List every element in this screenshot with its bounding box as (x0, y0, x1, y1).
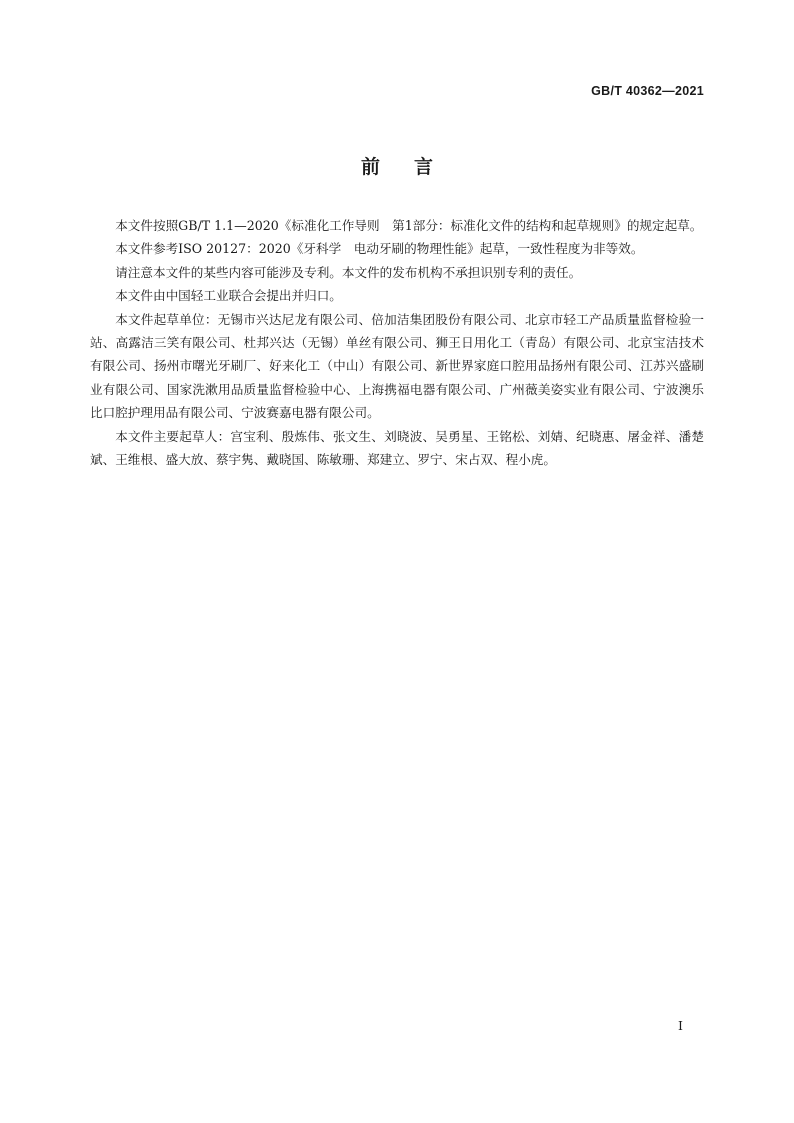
paragraph-drafting-organizations: 本文件起草单位：无锡市兴达尼龙有限公司、倍加洁集团股份有限公司、北京市轻工产品质量监督检验一站、高露洁三笑有限公司、杜邦兴达（无锡）单丝有限公司、狮王日用化工（青岛）有限公司、北京宝洁技术有限公司、扬州市曙光牙刷厂、好来化工（中山）有限公司、新世界家庭口腔用品扬州有限公司、江苏兴盛刷业有限公司、国家洗漱用品质量监督检验中心、上海携福电器有限公司、广州薇美姿实业有限公司、宁波澳乐比口腔护理用品有限公司、宁波赛嘉电器有限公司。 (90, 311, 704, 421)
paragraph-proposer: 本文件由中国轻工业联合会提出并归口。 (115, 288, 342, 304)
paragraph-drafters: 本文件主要起草人：宫宝利、殷炼伟、张文生、刘晓波、吴勇星、王铭松、刘婧、纪晓惠、屠金祥、潘楚斌、王维根、盛大放、蔡宇隽、戴晓国、陈敏珊、郑建立、罗宁、宋占双、程小虎。 (90, 428, 704, 468)
paragraph-reference-standard: 本文件参考ISO 20127：2020《牙科学 电动牙刷的物理性能》起草，一致性程度为非等效。 (115, 241, 644, 257)
page-title: 前言 (360, 156, 467, 178)
foreword-body (90, 214, 704, 471)
standard-number: GB/T 40362—2021 (591, 84, 704, 98)
paragraph-drafting-rules: 本文件按照GB/T 1.1—2020《标准化工作导则 第1部分：标准化文件的结构和起草规则》的规定起草。 (115, 218, 703, 233)
page-number: I (678, 1018, 683, 1033)
paragraph-patent-notice: 请注意本文件的某些内容可能涉及专利。本文件的发布机构不承担识别专利的责任。 (115, 264, 582, 280)
